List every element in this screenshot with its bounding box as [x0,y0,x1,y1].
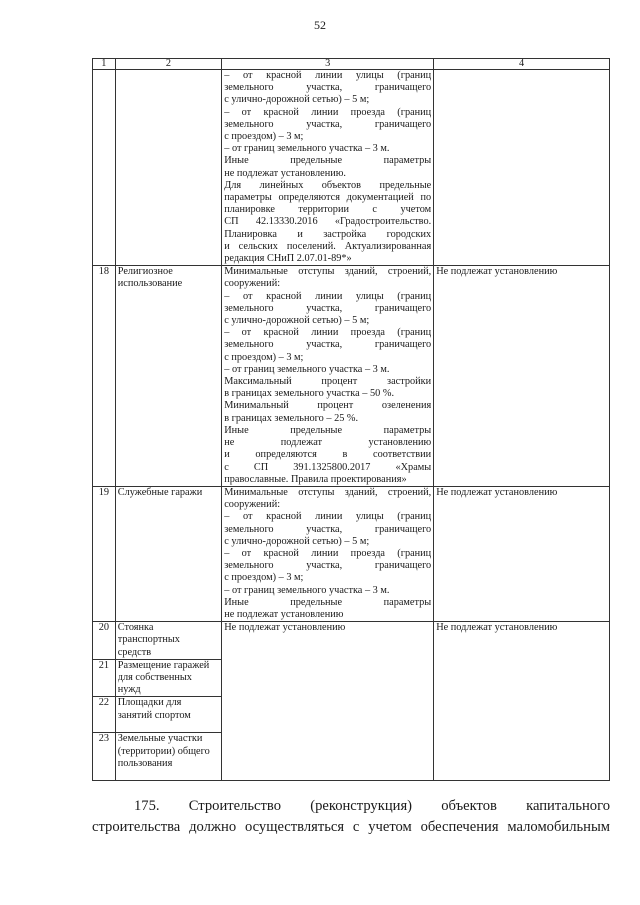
cell-line: для собственных [117,671,192,683]
cell-line: занятий спортом [117,709,191,721]
use-type-name [115,697,222,733]
cell-line: с проездом) – 3 м; [224,131,304,143]
building-parameters [222,266,434,487]
footer-line-2: строительства должно осуществляться с учетом обеспечения маломобильным [92,819,610,835]
cell-line: не подлежат установлению [224,608,344,620]
cell-line: земельного участка, граничащего [224,523,432,535]
footer-paragraph [92,796,610,838]
table-row [93,266,610,487]
cell-line: редакция СНиП 2.07.01-89*» [224,253,352,265]
cell-line: Размещение гаражей [117,659,210,671]
cell-line: – от красной линии проезда (границ [224,106,432,118]
cell-line: – от красной линии проезда (границ [224,547,432,559]
regulations-table [92,58,610,781]
page-number: 52 [314,18,326,32]
footer-line-1: 175. Строительство (реконструкция) объектов капитального [134,798,610,814]
other-parameters: Не подлежат установлению [434,486,610,621]
cell-line: Иные предельные параметры [224,155,432,167]
cell-line: Минимальные отступы зданий, строений, [224,486,432,498]
cell-line: не подлежат установлению. [224,167,346,179]
cell-line: с улично-дорожной сетью) – 5 м; [224,535,370,547]
building-parameters [222,70,434,266]
row-number: 21 [93,659,116,697]
use-type-name [115,622,222,660]
cell-line: – от границ земельного участка – 3 м. [224,363,390,375]
row-number: 18 [93,266,116,487]
use-type-name [115,486,222,621]
cell-line: Служебные гаражи [117,486,203,498]
cell-line: в границах земельного участка – 50 %. [224,388,395,400]
other-parameters: Не подлежат установлению [434,266,610,487]
cell-line: с проездом) – 3 м; [224,572,304,584]
cell-line: Иные предельные параметры [224,424,432,436]
cell-line: – от красной линии проезда (границ [224,327,432,339]
row-number: 22 [93,697,116,733]
cell-line: с улично-дорожной сетью) – 5 м; [224,94,370,106]
cell-line: Стоянка [117,622,154,634]
cell-line: использование [117,278,183,290]
building-parameters [222,486,434,621]
cell-line: и определяются в соответствии [224,449,432,461]
other-parameters [434,70,610,266]
cell-line: – от красной линии улицы (границ [224,290,432,302]
cell-line: земельного участка, граничащего [224,339,432,351]
cell-line: сооружений: [224,278,281,290]
header-col-3: 3 [222,59,434,70]
table-row [93,622,610,660]
cell-line: пользования [117,757,173,769]
cell-line: земельного участка, граничащего [224,302,432,314]
cell-line: с улично-дорожной сетью) – 5 м; [224,315,370,327]
cell-line: не подлежат установлению [224,437,432,449]
cell-line: – от красной линии улицы (границ [224,70,432,81]
use-type-name [115,70,222,266]
cell-line: Планировка и застройка городских [224,228,432,240]
cell-line: с СП 391.1325800.2017 «Храмы [224,461,432,473]
cell-line: Для линейных объектов предельные [224,179,432,191]
cell-line: (территории) общего [117,745,210,757]
table-row [93,70,610,266]
row-number [93,70,116,266]
cell-line: Минимальные отступы зданий, строений, [224,266,432,278]
cell-line: сооружений: [224,499,281,511]
cell-line: Религиозное [117,266,173,278]
cell-line: Земельные участки [117,733,203,745]
cell-line: Площадки для [117,697,182,709]
cell-line: и сельских поселений. Актуализированная [224,240,432,252]
cell-line: планировке территории с учетом [224,204,432,216]
cell-line: Минимальный процент озеленения [224,400,432,412]
use-type-name [115,659,222,697]
row-number: 20 [93,622,116,660]
cell-line: транспортных [117,634,180,646]
row-number: 19 [93,486,116,621]
merged-other-parameters: Не подлежат установлению [434,622,610,781]
header-col-1: 1 [93,59,116,70]
cell-line: – от красной линии улицы (границ [224,511,432,523]
cell-line: с проездом) – 3 м; [224,351,304,363]
use-type-name [115,266,222,487]
cell-line: – от границ земельного участка – 3 м. [224,584,390,596]
merged-building-parameters: Не подлежат установлению [222,622,434,781]
header-col-4: 4 [434,59,610,70]
cell-line: Максимальный процент застройки [224,376,432,388]
cell-line: нужд [117,684,141,696]
table-row [93,486,610,621]
cell-line: СП 42.13330.2016 «Градостроительство. [224,216,432,228]
cell-line: – от границ земельного участка – 3 м. [224,143,390,155]
row-number: 23 [93,733,116,781]
cell-line: земельного участка, граничащего [224,82,432,94]
use-type-name [115,733,222,781]
cell-line: земельного участка, граничащего [224,118,432,130]
table-header-row [93,59,610,70]
cell-line: средств [117,646,152,658]
header-col-2: 2 [115,59,222,70]
cell-line: Иные предельные параметры [224,596,432,608]
cell-line: в границах земельного – 25 %. [224,412,359,424]
cell-line: православные. Правила проектирования» [224,473,407,485]
cell-line: параметры определяются документацией по [224,192,432,204]
cell-line: земельного участка, граничащего [224,560,432,572]
